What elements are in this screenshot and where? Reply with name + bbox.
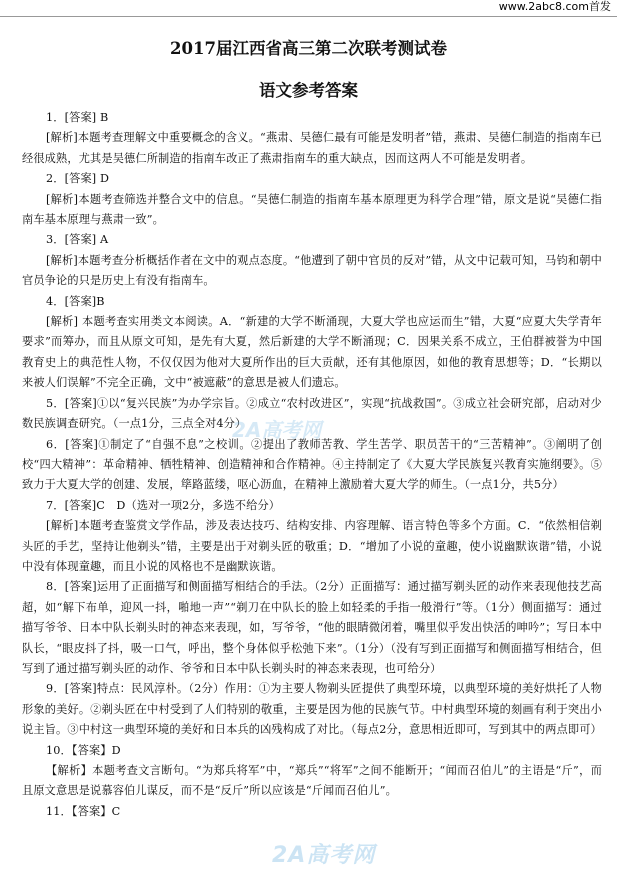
answer-explanation: 【解析】本题考查文言断句。“为郑兵将军”中，“郑兵”“将军”之间不能断开；“闻而召伯儿”的主语是“斤”，而且原文意思是说慕容伯儿谋反，而不是“反斤”所以应该是“斤闻而召伯儿”。 — [22, 764, 602, 798]
site-header-text: www.2abc8.com首发 — [498, 0, 611, 13]
answer-explanation: 6．[答案]①制定了“自强不息”之校训。②提出了教师苦教、学生苦学、职员苦干的“三苦精神”。③阐明了创校“四大精神”：革命精神、牺牲精神、创造精神和合作精神。④主持制定了《大夏大学民族复兴教育实施纲要》。⑤致力于大夏大学的创建、发展，筚路蓝缕，呕心沥血，在精神上激励着大夏大学的师生。（一点1分，共5分） — [22, 437, 602, 492]
answer-item-1 — [22, 108, 602, 169]
answer-item-2 — [22, 169, 602, 230]
answer-explanation: [解析]本题考查理解文中重要概念的含义。“燕肃、吴德仁最有可能是发明者”错，燕肃、吴德仁制造的指南车已经很成熟，尤其是吴德仁所制造的指南车改正了燕肃指南车的重大缺点，因而这两人不可能是发明者。 — [22, 131, 602, 165]
answer-head: 2．[答案] D — [46, 172, 110, 186]
answer-head: 10．【答案】D — [46, 743, 121, 757]
watermark-logo-center: 2A高考网 — [232, 418, 322, 442]
answer-head: 11．【答案】C — [46, 804, 121, 818]
header-divider — [0, 16, 617, 17]
answer-item-6 — [22, 435, 602, 496]
document-title: 2017届江西省高三第二次联考测试卷 — [170, 39, 447, 58]
answer-explanation: [解析] 本题考查实用类文本阅读。A．“新建的大学不断涌现，大夏大学也应运而生”错，大夏“应夏大失学青年要求”而筹办，而且从原文可知，是先有大夏，然后新建的大学不断涌现；C．因果关系不成立，王伯群被誉为中国教育史上的典范性人物，不仅仅因为他对大夏所作出的巨大贡献，还有其他原因，如他的教育思想等；D．“长期以来被人们误解”不完全正确，文中“被遮蔽”的意思是被人们遗忘。 — [22, 315, 602, 390]
answer-item-4 — [22, 292, 602, 394]
answer-head: 1．[答案] B — [46, 111, 109, 124]
document-subtitle: 语文参考答案 — [259, 81, 358, 100]
answer-explanation: [解析]本题考查分析概括作者在文中的观点态度。“他遭到了朝中官员的反对”错，从文中记载可知，马钧和朝中官员争论的只是历史上有没有指南车。 — [22, 253, 602, 288]
watermark-logo: 2A高考网 — [272, 843, 376, 868]
answer-head: 7．[答案]C D（选对一项2分，多选不给分） — [46, 498, 281, 512]
answer-list — [22, 108, 602, 822]
answer-explanation: 8．[答案]运用了正面描写和侧面描写相结合的手法。（2分）正面描写：通过描写剃头匠的动作来表现他技艺高超，如“解下布单，迎风一抖，啪地一声”“剃刀在中队长的脸上如轻柔的手指一般滑行”等。（1分）侧面描写：通过描写爷爷、日本中队长剃头时的神态来表现，如，写爷爷，“他的眼睛微闭着，嘴里似乎发出快活的呻吟”；写日本中队长，“眼皮抖了抖，吸一口气，呼出，整个身体似乎松弛下来”。（1分）（没有写到正面描写和侧面描写相结合，但写到了通过描写剃头匠的动作、爷爷和日本中队长剃头时的神态来表现，也可给分） — [22, 580, 602, 675]
answer-item-10 — [22, 741, 602, 802]
answer-explanation: 5．[答案]①以“复兴民族”为办学宗旨。②成立“农村改进区”，实现“抗战救国”。③成立社会研究部，启动对少数民族调查研究。（一点1分，三点全对4分） — [22, 396, 602, 431]
answer-item-8 — [22, 577, 602, 679]
answer-item-9 — [22, 679, 602, 740]
answer-item-7 — [22, 496, 602, 578]
answer-head: 3．[答案] A — [46, 233, 109, 247]
answer-explanation: 9．[答案]特点：民风淳朴。（2分）作用：①为主要人物剃头匠提供了典型环境，以典型环境的美好烘托了人物形象的美好。②剃头匠在中村受到了人们特别的敬重，主要是因为他的民族气节。中村典型环境的刻画有利于突出小说主旨。③中村这一典型环境的美好和日本兵的凶残构成了对比。（每点2分，意思相近即可，写到其中的两点即可） — [22, 682, 602, 737]
answer-explanation: [解析]本题考查筛选并整合文中的信息。“吴德仁制造的指南车基本原理更为科学合理”错，原文是说“吴德仁指南车基本原理与燕肃一致”。 — [22, 192, 602, 227]
answer-explanation: [解析]本题考查鉴赏文学作品，涉及表达技巧、结构安排、内容理解、语言特色等多个方面。C．“依然相信剃头匠的手艺，坚持让他剃头”错，主要是出于对剃头匠的敬重；D．“增加了小说的童趣，使小说幽默诙谐”错，小说中没有体现童趣，而且小说的风格也不是幽默诙谐。 — [22, 519, 602, 573]
answer-item-11 — [22, 802, 602, 822]
answer-item-3 — [22, 230, 602, 291]
answer-head: 4．[答案]B — [46, 294, 105, 308]
